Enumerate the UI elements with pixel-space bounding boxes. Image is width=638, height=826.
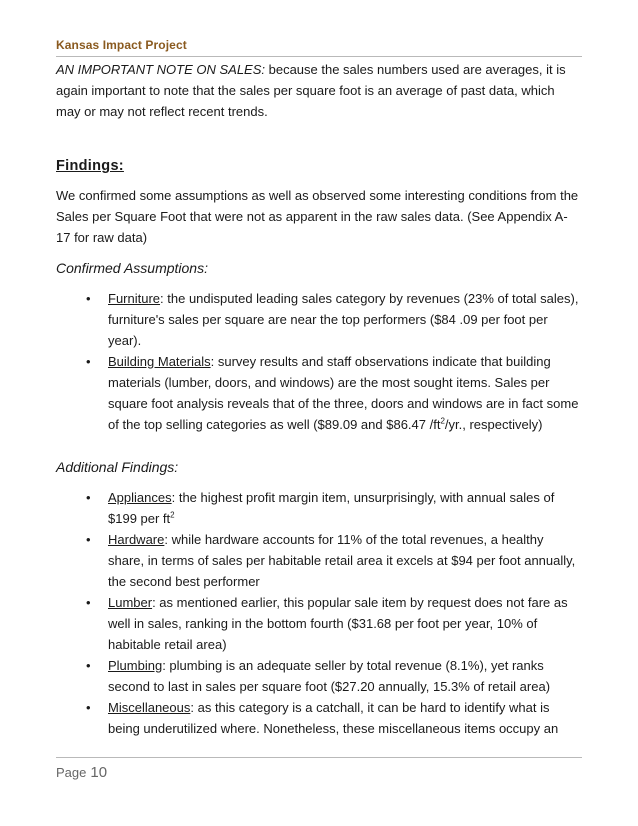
item-term: Building Materials (108, 354, 211, 369)
additional-findings-list (56, 487, 582, 739)
list-item (86, 487, 582, 529)
document-body (56, 59, 582, 739)
list-item (86, 288, 582, 351)
item-text-tail: /yr., respectively) (444, 417, 543, 432)
item-term: Plumbing (108, 658, 163, 673)
list-item (86, 655, 582, 697)
item-text: : survey results and staff observations indicate that building materials (lumber, doors, and windows) are the most sought items. Sales per square foot analysis reveals that of the three, doors and windows are in fact some of the top selling categories as well ($89.09 and $86.47 /ft (108, 354, 579, 432)
sales-note (56, 59, 582, 122)
page-label: Page (56, 765, 87, 780)
list-item (86, 529, 582, 592)
item-text: : as this category is a catchall, it can be hard to identify what is being underutilized where. Nonetheless, these miscellaneous items occupy an (108, 700, 559, 736)
bullet-icon: • (86, 700, 91, 715)
additional-findings-heading: Additional Findings: (56, 459, 179, 475)
item-superscript: 2 (440, 416, 445, 426)
item-term: Lumber (108, 595, 153, 610)
footer-divider (56, 757, 582, 758)
item-text: : while hardware accounts for 11% of the total revenues, a healthy share, in terms of sales per habitable retail area it excels at $94 per foot annually, the second best performer (108, 532, 576, 589)
bullet-icon: • (86, 532, 91, 547)
item-text: : the highest profit margin item, unsurprisingly, with annual sales of $199 per ft (108, 490, 555, 526)
page-header (56, 38, 582, 57)
findings-heading: Findings: (56, 158, 124, 174)
page-footer (56, 757, 582, 781)
header-divider (56, 56, 582, 57)
header-title: Kansas Impact Project (56, 38, 187, 52)
item-term: Miscellaneous (108, 700, 191, 715)
bullet-icon: • (86, 595, 91, 610)
confirmed-assumptions-heading: Confirmed Assumptions: (56, 260, 208, 276)
item-text: : as mentioned earlier, this popular sale item by request does not fare as well in sales, ranking in the bottom fourth ($31.68 per foot per year, 10% of habitable retail area) (108, 595, 568, 652)
bullet-icon: • (86, 354, 91, 369)
confirmed-assumptions-list (56, 288, 582, 435)
list-item (86, 592, 582, 655)
findings-intro: We confirmed some assumptions as well as observed some interesting conditions from the Sales per Square Foot that were not as apparent in the raw sales data. (See Appendix A-17 for raw data) (56, 188, 579, 245)
list-item (86, 697, 582, 739)
bullet-icon: • (86, 658, 91, 673)
sales-note-lead: AN IMPORTANT NOTE ON SALES: (56, 62, 265, 77)
item-text: : plumbing is an adequate seller by total revenue (8.1%), yet ranks second to last in sales per square foot ($27.20 annually, 15.3% of retail area) (108, 658, 551, 694)
item-superscript: 2 (170, 510, 175, 520)
sales-note-text: because the sales numbers used are averages, it is again important to note that the sales per square foot is an average of past data, which may or may not reflect recent trends. (56, 62, 566, 119)
list-item (86, 351, 582, 435)
bullet-icon: • (86, 291, 91, 306)
page-number (56, 764, 582, 781)
item-text: : the undisputed leading sales category by revenues (23% of total sales), furniture's sales per square are near the top performers ($84 .09 per foot per year). (108, 291, 579, 348)
page-number-value: 10 (90, 764, 108, 781)
item-term: Furniture (108, 291, 161, 306)
item-term: Hardware (108, 532, 165, 547)
item-term: Appliances (108, 490, 172, 505)
bullet-icon: • (86, 490, 91, 505)
